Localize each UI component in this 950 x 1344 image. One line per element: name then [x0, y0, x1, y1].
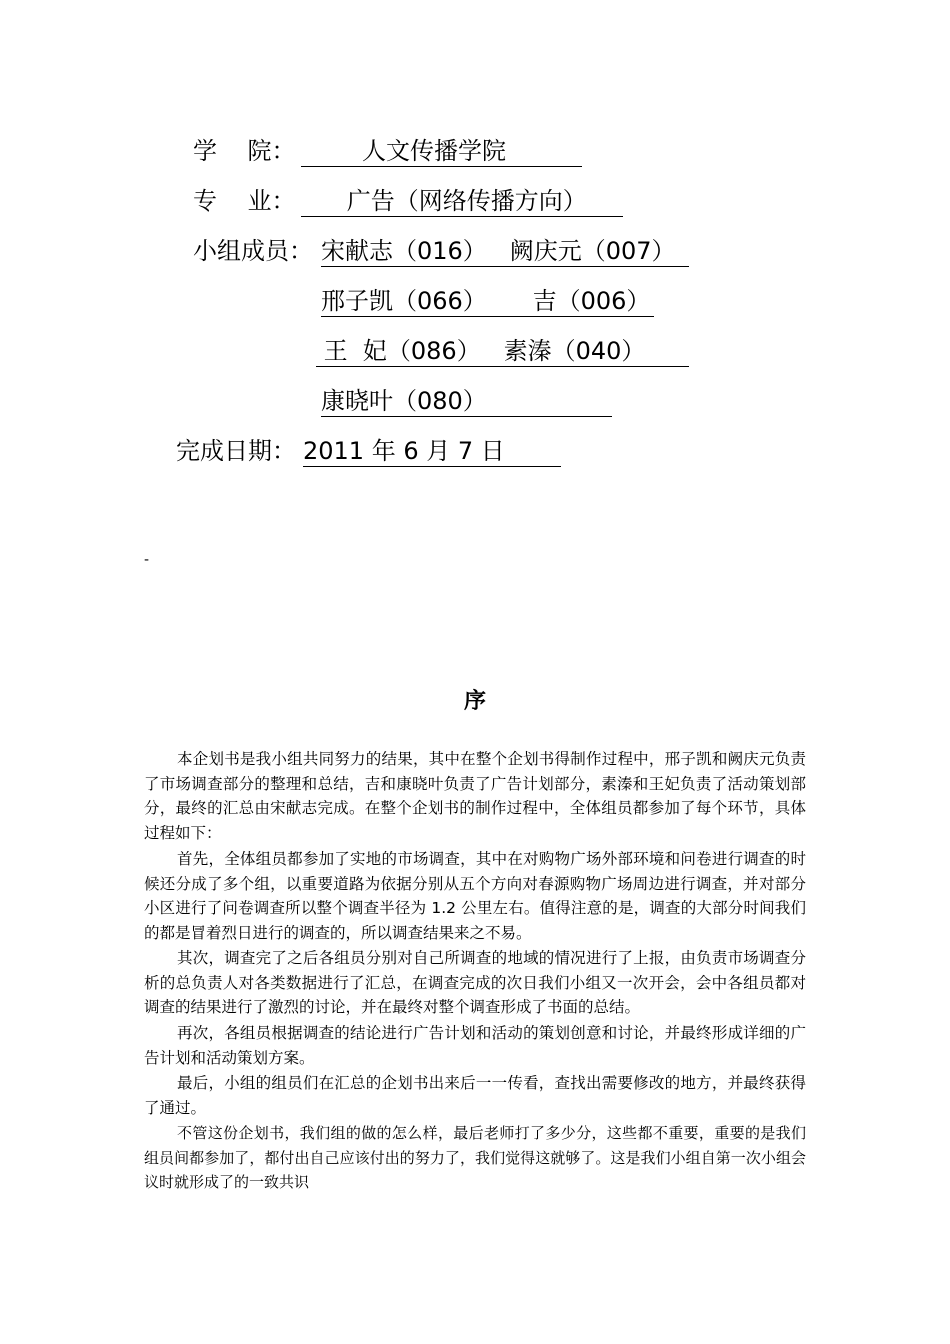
- preface-paragraph: 再次，各组员根据调查的结论进行广告计划和活动的策划创意和讨论，并最终形成详细的广告计划和活动策划方案。: [144, 1024, 806, 1067]
- date-label: 完成日期：: [176, 437, 296, 465]
- preface-paragraph: 最后，小组的组员们在汇总的企划书出来后一一传看，查找出需要修改的地方，并最终获得了通过。: [144, 1074, 806, 1117]
- members-line-2: 邢子凯（066） 吉（006）: [321, 286, 654, 317]
- preface-title: 序: [463, 689, 486, 714]
- date-value: 2011 年 6 月 7 日: [303, 436, 561, 467]
- members-line-1: 宋献志（016） 阙庆元（007）: [321, 236, 689, 267]
- members-line-3: 王 妃（086） 素溱（040）: [316, 336, 689, 367]
- major-label: 专 业：: [193, 187, 296, 215]
- preface-paragraph: 其次，调查完了之后各组员分别对自己所调查的地域的情况进行了上报，由负责市场调查分析的总负责人对各类数据进行了汇总，在调查完成的次日我们小组又一次开会，会中各组员都对调查的结果进行了激烈的讨论，并在最终对整个调查形成了书面的总结。: [144, 949, 806, 1016]
- college-label: 学 院：: [193, 137, 296, 165]
- preface-paragraph: 不管这份企划书，我们组的做的怎么样，最后老师打了多少分，这些都不重要，重要的是我们组员间都参加了，都付出自己应该付出的努力了，我们觉得这就够了。这是我们小组自第一次小组会议时就形成了的一致共识: [144, 1124, 806, 1191]
- members-line-4: 康晓叶（080）: [321, 386, 612, 417]
- major-value: 广告（网络传播方向）: [301, 186, 623, 217]
- members-label: 小组成员：: [193, 237, 313, 265]
- college-value: 人文传播学院: [301, 136, 582, 167]
- separator-mark: -: [144, 552, 150, 568]
- preface-paragraph: 首先，全体组员都参加了实地的市场调查，其中在对购物广场外部环境和问卷进行调查的时候还分成了多个组，以重要道路为依据分别从五个方向对春源购物广场周边进行调查，并对部分小区进行了问卷调查所以整个调查半径为 1.2 公里左右。值得注意的是，调查的大部分时间我们的都是冒着烈日进行的调查的，所以调查结果来之不易。: [144, 850, 806, 942]
- preface-paragraph: 本企划书是我小组共同努力的结果，其中在整个企划书得制作过程中，邢子凯和阙庆元负责了市场调查部分的整理和总结，吉和康晓叶负责了广告计划部分，素溱和王妃负责了活动策划部分，最终的汇总由宋献志完成。在整个企划书的制作过程中，全体组员都参加了每个环节，具体过程如下：: [144, 750, 806, 842]
